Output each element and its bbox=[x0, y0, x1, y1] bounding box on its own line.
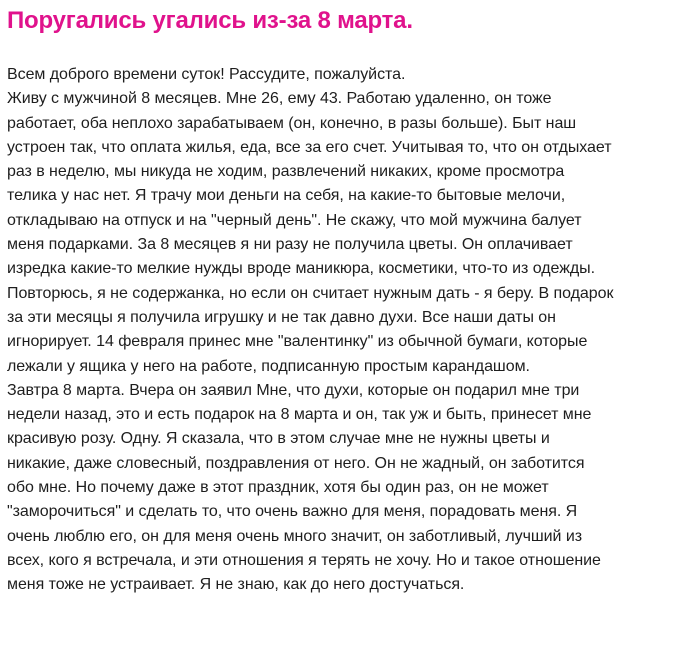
post-line: телика у нас нет. Я трачу мои деньги на себя, на какие-то бытовые мелочи, bbox=[7, 187, 566, 205]
post-line: Живу с мужчиной 8 месяцев. Мне 26, ему 43. Работаю удаленно, он тоже bbox=[7, 90, 552, 108]
post-line: Завтра 8 марта. Вчера он заявил Мне, что духи, которые он подарил мне три bbox=[7, 381, 580, 399]
post-line: раз в неделю, мы никуда не ходим, развлечений никаких, кроме просмотра bbox=[7, 163, 565, 181]
post-line: красивую розу. Одну. Я сказала, что в этом случае мне не нужны цветы и bbox=[7, 430, 550, 448]
post-line: откладываю на отпуск и на "черный день". Не скажу, что мой мужчина балует bbox=[7, 211, 582, 229]
post-line: устроен так, что оплата жилья, еда, все за его счет. Учитывая то, что он отдыхает bbox=[7, 138, 612, 156]
post-line: работает, оба неплохо зарабатываем (он, конечно, в разы больше). Быт наш bbox=[7, 114, 577, 132]
post-line: за эти месяцы я получила игрушку и не так давно духи. Все наши даты он bbox=[7, 308, 556, 326]
post-line: "заморочиться" и сделать то, что очень важно для меня, порадовать меня. Я bbox=[7, 503, 578, 521]
post-line: никакие, даже словесный, поздравления от него. Он не жадный, он заботится bbox=[7, 454, 585, 472]
post-line: очень люблю его, он для меня очень много значит, он заботливый, лучший из bbox=[7, 527, 582, 545]
post-line: изредка какие-то мелкие нужды вроде маникюра, косметики, что-то из одежды. bbox=[7, 260, 595, 278]
post-title: Поругались угались из-за 8 марта. bbox=[7, 7, 413, 34]
post-line: обо мне. Но почему даже в этот праздник, хотя бы один раз, он не может bbox=[7, 479, 549, 497]
post-line: Всем доброго времени суток! Рассудите, пожалуйста. bbox=[7, 66, 406, 83]
post-line: меня подарками. За 8 месяцев я ни разу не получила цветы. Он оплачивает bbox=[7, 236, 573, 254]
post-line: меня тоже не устраивает. Я не знаю, как до него достучаться. bbox=[7, 576, 465, 594]
post-line: лежали у ящика у него на работе, подписанную простым карандашом. bbox=[7, 357, 530, 375]
post-line: недели назад, это и есть подарок на 8 марта и он, так уж и быть, принесет мне bbox=[7, 406, 592, 424]
post-line: Повторюсь, я не содержанка, но если он считает нужным дать - я беру. В подарок bbox=[7, 284, 614, 302]
post-line: игнорирует. 14 февраля принес мне "валентинку" из обычной бумаги, которые bbox=[7, 333, 588, 351]
post-body bbox=[7, 63, 693, 598]
post-line: всех, кого я встречала, и эти отношения я терять не хочу. Но и такое отношение bbox=[7, 551, 601, 569]
